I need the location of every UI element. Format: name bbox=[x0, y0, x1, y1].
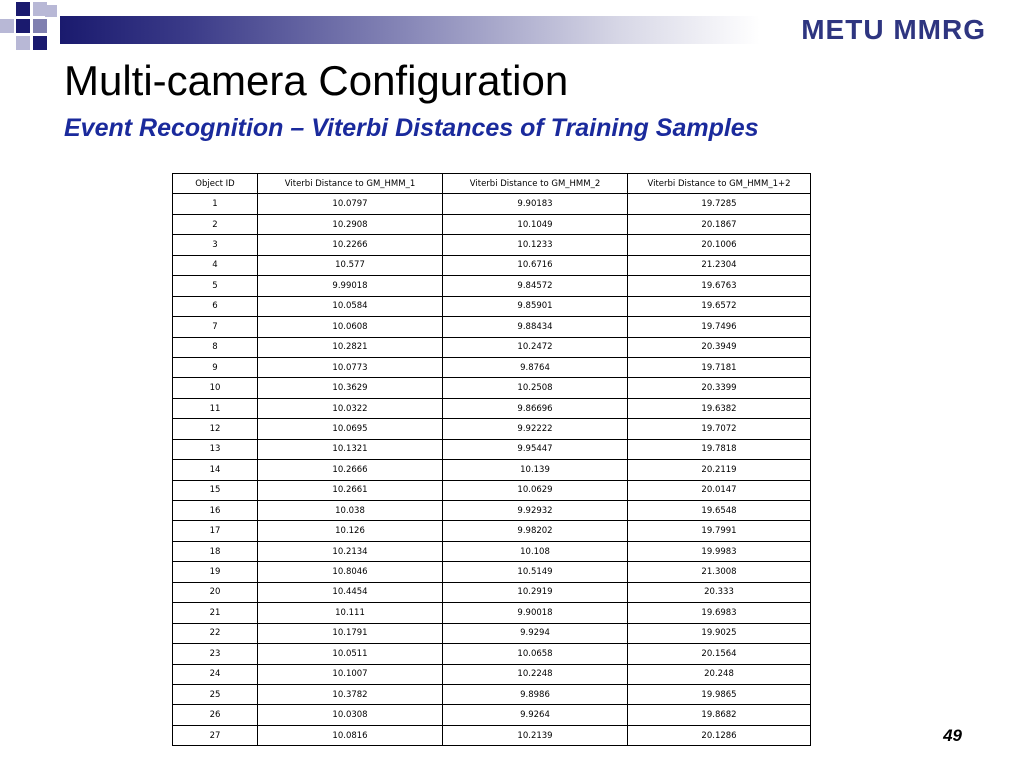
table-row bbox=[173, 235, 811, 255]
object-id-cell: 14 bbox=[173, 460, 258, 480]
object-id-cell: 19 bbox=[173, 562, 258, 582]
object-id-cell: 12 bbox=[173, 419, 258, 439]
gm-hmm-1-2-cell: 19.6382 bbox=[628, 398, 811, 418]
gm-hmm-1-2-cell: 20.2119 bbox=[628, 460, 811, 480]
gm-hmm-2-cell: 10.6716 bbox=[443, 255, 628, 275]
gm-hmm-1-2-cell: 20.248 bbox=[628, 664, 811, 684]
gm-hmm-1-cell: 10.0773 bbox=[258, 357, 443, 377]
object-id-cell: 15 bbox=[173, 480, 258, 500]
table-row bbox=[173, 439, 811, 459]
gm-hmm-1-cell: 10.2661 bbox=[258, 480, 443, 500]
gm-hmm-1-cell: 10.2666 bbox=[258, 460, 443, 480]
gm-hmm-1-2-cell: 19.6572 bbox=[628, 296, 811, 316]
gm-hmm-1-cell: 10.2266 bbox=[258, 235, 443, 255]
gm-hmm-2-cell: 10.139 bbox=[443, 460, 628, 480]
gm-hmm-1-2-cell: 20.1286 bbox=[628, 725, 811, 745]
object-id-cell: 5 bbox=[173, 276, 258, 296]
brand-logo-text: METU MMRG bbox=[801, 14, 986, 45]
gm-hmm-2-cell: 10.2508 bbox=[443, 378, 628, 398]
gm-hmm-1-cell: 10.2134 bbox=[258, 541, 443, 561]
gm-hmm-1-2-cell: 19.8682 bbox=[628, 705, 811, 725]
object-id-cell: 20 bbox=[173, 582, 258, 602]
table-row bbox=[173, 623, 811, 643]
gm-hmm-1-2-cell: 20.3399 bbox=[628, 378, 811, 398]
gm-hmm-2-cell: 10.1049 bbox=[443, 214, 628, 234]
gm-hmm-1-cell: 10.0695 bbox=[258, 419, 443, 439]
object-id-cell: 23 bbox=[173, 644, 258, 664]
gm-hmm-2-cell: 9.88434 bbox=[443, 317, 628, 337]
gm-hmm-1-cell: 10.1791 bbox=[258, 623, 443, 643]
gm-hmm-1-cell: 10.577 bbox=[258, 255, 443, 275]
column-header-gm-hmm-1-2: Viterbi Distance to GM_HMM_1+2 bbox=[628, 174, 811, 194]
gm-hmm-1-2-cell: 19.7072 bbox=[628, 419, 811, 439]
object-id-cell: 10 bbox=[173, 378, 258, 398]
gm-hmm-1-cell: 10.8046 bbox=[258, 562, 443, 582]
gm-hmm-2-cell: 10.5149 bbox=[443, 562, 628, 582]
gm-hmm-1-cell: 10.0816 bbox=[258, 725, 443, 745]
gm-hmm-1-cell: 10.038 bbox=[258, 501, 443, 521]
gm-hmm-1-2-cell: 20.1564 bbox=[628, 644, 811, 664]
gm-hmm-2-cell: 9.90018 bbox=[443, 603, 628, 623]
viterbi-distance-table bbox=[172, 173, 811, 746]
table-row bbox=[173, 398, 811, 418]
object-id-cell: 25 bbox=[173, 684, 258, 704]
table-row bbox=[173, 419, 811, 439]
gm-hmm-1-cell: 10.4454 bbox=[258, 582, 443, 602]
table-row bbox=[173, 705, 811, 725]
gm-hmm-1-2-cell: 20.1867 bbox=[628, 214, 811, 234]
table-row bbox=[173, 214, 811, 234]
gm-hmm-2-cell: 10.0629 bbox=[443, 480, 628, 500]
table-row bbox=[173, 357, 811, 377]
gm-hmm-1-cell: 10.2821 bbox=[258, 337, 443, 357]
column-header-gm-hmm-1: Viterbi Distance to GM_HMM_1 bbox=[258, 174, 443, 194]
object-id-cell: 11 bbox=[173, 398, 258, 418]
gm-hmm-1-cell: 10.3782 bbox=[258, 684, 443, 704]
gm-hmm-1-cell: 10.0511 bbox=[258, 644, 443, 664]
object-id-cell: 3 bbox=[173, 235, 258, 255]
gm-hmm-1-2-cell: 20.0147 bbox=[628, 480, 811, 500]
deco-square bbox=[16, 2, 30, 16]
object-id-cell: 18 bbox=[173, 541, 258, 561]
gm-hmm-1-2-cell: 20.333 bbox=[628, 582, 811, 602]
gm-hmm-1-2-cell: 21.3008 bbox=[628, 562, 811, 582]
gm-hmm-1-2-cell: 19.9983 bbox=[628, 541, 811, 561]
table-row bbox=[173, 582, 811, 602]
gm-hmm-1-cell: 10.0308 bbox=[258, 705, 443, 725]
gm-hmm-2-cell: 9.90183 bbox=[443, 194, 628, 214]
gm-hmm-1-cell: 10.0584 bbox=[258, 296, 443, 316]
deco-square bbox=[45, 5, 57, 17]
table-row bbox=[173, 684, 811, 704]
gm-hmm-2-cell: 10.2248 bbox=[443, 664, 628, 684]
table-row bbox=[173, 378, 811, 398]
gm-hmm-1-2-cell: 19.9025 bbox=[628, 623, 811, 643]
gm-hmm-1-2-cell: 19.7496 bbox=[628, 317, 811, 337]
gm-hmm-2-cell: 9.84572 bbox=[443, 276, 628, 296]
table-row bbox=[173, 521, 811, 541]
gm-hmm-1-2-cell: 19.7818 bbox=[628, 439, 811, 459]
table-row bbox=[173, 725, 811, 745]
gm-hmm-1-cell: 10.0797 bbox=[258, 194, 443, 214]
page-number: 49 bbox=[943, 726, 962, 745]
slide-title: Multi-camera Configuration bbox=[64, 57, 569, 104]
table-row bbox=[173, 480, 811, 500]
gm-hmm-2-cell: 10.2919 bbox=[443, 582, 628, 602]
object-id-cell: 21 bbox=[173, 603, 258, 623]
gm-hmm-2-cell: 10.2472 bbox=[443, 337, 628, 357]
deco-square bbox=[33, 36, 47, 50]
gm-hmm-2-cell: 9.9294 bbox=[443, 623, 628, 643]
object-id-cell: 17 bbox=[173, 521, 258, 541]
viterbi-table-container bbox=[172, 173, 811, 746]
table-row bbox=[173, 460, 811, 480]
gm-hmm-1-cell: 10.1321 bbox=[258, 439, 443, 459]
object-id-cell: 8 bbox=[173, 337, 258, 357]
gm-hmm-1-cell: 10.0608 bbox=[258, 317, 443, 337]
gm-hmm-2-cell: 9.8986 bbox=[443, 684, 628, 704]
gm-hmm-2-cell: 9.86696 bbox=[443, 398, 628, 418]
gm-hmm-1-2-cell: 21.2304 bbox=[628, 255, 811, 275]
gm-hmm-1-cell: 10.126 bbox=[258, 521, 443, 541]
object-id-cell: 13 bbox=[173, 439, 258, 459]
gm-hmm-2-cell: 10.2139 bbox=[443, 725, 628, 745]
gm-hmm-1-cell: 9.99018 bbox=[258, 276, 443, 296]
header-band bbox=[60, 16, 760, 44]
object-id-cell: 26 bbox=[173, 705, 258, 725]
table-row bbox=[173, 276, 811, 296]
table-row bbox=[173, 317, 811, 337]
gm-hmm-1-cell: 10.111 bbox=[258, 603, 443, 623]
gm-hmm-1-cell: 10.2908 bbox=[258, 214, 443, 234]
gm-hmm-1-2-cell: 19.7285 bbox=[628, 194, 811, 214]
table-row bbox=[173, 296, 811, 316]
gm-hmm-2-cell: 10.1233 bbox=[443, 235, 628, 255]
gm-hmm-2-cell: 9.8764 bbox=[443, 357, 628, 377]
table-row bbox=[173, 255, 811, 275]
object-id-cell: 6 bbox=[173, 296, 258, 316]
column-header-gm-hmm-2: Viterbi Distance to GM_HMM_2 bbox=[443, 174, 628, 194]
object-id-cell: 9 bbox=[173, 357, 258, 377]
gm-hmm-1-2-cell: 19.6983 bbox=[628, 603, 811, 623]
object-id-cell: 1 bbox=[173, 194, 258, 214]
object-id-cell: 22 bbox=[173, 623, 258, 643]
gm-hmm-1-cell: 10.1007 bbox=[258, 664, 443, 684]
gm-hmm-1-2-cell: 19.6548 bbox=[628, 501, 811, 521]
deco-square bbox=[16, 36, 30, 50]
table-row bbox=[173, 337, 811, 357]
gm-hmm-2-cell: 9.9264 bbox=[443, 705, 628, 725]
gm-hmm-2-cell: 9.92932 bbox=[443, 501, 628, 521]
table-row bbox=[173, 194, 811, 214]
table-row bbox=[173, 562, 811, 582]
gm-hmm-1-2-cell: 19.7181 bbox=[628, 357, 811, 377]
gm-hmm-1-2-cell: 20.1006 bbox=[628, 235, 811, 255]
object-id-cell: 4 bbox=[173, 255, 258, 275]
table-row bbox=[173, 644, 811, 664]
table-row bbox=[173, 541, 811, 561]
deco-square bbox=[16, 19, 30, 33]
object-id-cell: 7 bbox=[173, 317, 258, 337]
gm-hmm-1-2-cell: 20.3949 bbox=[628, 337, 811, 357]
deco-square bbox=[33, 19, 47, 33]
table-row bbox=[173, 501, 811, 521]
gm-hmm-2-cell: 10.0658 bbox=[443, 644, 628, 664]
gm-hmm-2-cell: 9.98202 bbox=[443, 521, 628, 541]
table-row bbox=[173, 603, 811, 623]
deco-square bbox=[0, 19, 14, 33]
gm-hmm-1-2-cell: 19.9865 bbox=[628, 684, 811, 704]
column-header-object-id: Object ID bbox=[173, 174, 258, 194]
object-id-cell: 27 bbox=[173, 725, 258, 745]
gm-hmm-1-cell: 10.0322 bbox=[258, 398, 443, 418]
gm-hmm-2-cell: 9.85901 bbox=[443, 296, 628, 316]
table-row bbox=[173, 664, 811, 684]
object-id-cell: 2 bbox=[173, 214, 258, 234]
gm-hmm-2-cell: 10.108 bbox=[443, 541, 628, 561]
gm-hmm-2-cell: 9.92222 bbox=[443, 419, 628, 439]
table-header-row bbox=[173, 174, 811, 194]
gm-hmm-1-2-cell: 19.6763 bbox=[628, 276, 811, 296]
gm-hmm-1-2-cell: 19.7991 bbox=[628, 521, 811, 541]
object-id-cell: 16 bbox=[173, 501, 258, 521]
gm-hmm-2-cell: 9.95447 bbox=[443, 439, 628, 459]
slide-subtitle: Event Recognition – Viterbi Distances of Training Samples bbox=[64, 114, 759, 142]
gm-hmm-1-cell: 10.3629 bbox=[258, 378, 443, 398]
object-id-cell: 24 bbox=[173, 664, 258, 684]
